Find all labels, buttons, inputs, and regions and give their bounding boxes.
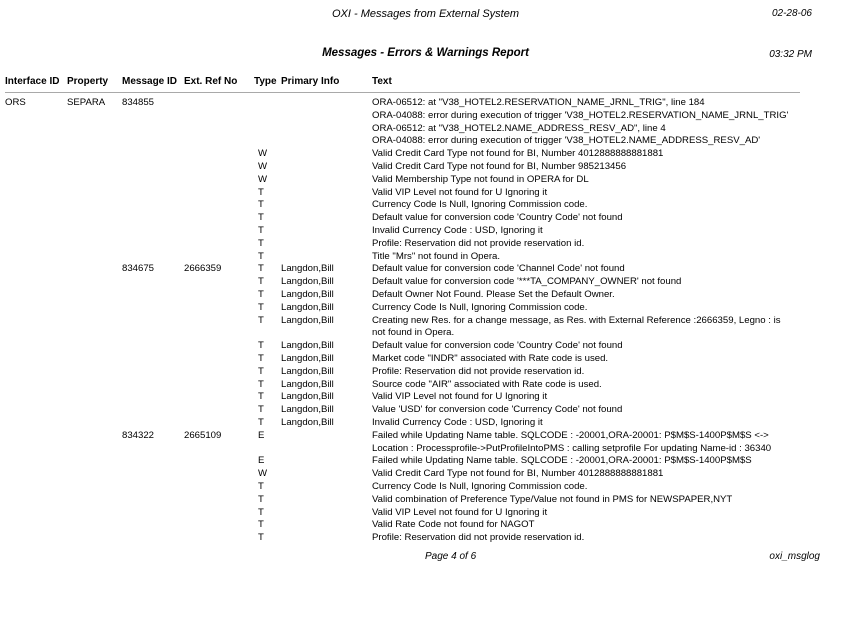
cell-text bbox=[372, 174, 800, 187]
text-line: Valid VIP Level not found for U Ignoring it bbox=[372, 506, 548, 518]
cell-type: T bbox=[258, 506, 264, 518]
table-row bbox=[5, 532, 800, 545]
table-row bbox=[5, 251, 800, 264]
report-title: OXI - Messages from External System bbox=[331, 8, 520, 20]
cell-text bbox=[372, 391, 800, 404]
table-row bbox=[5, 289, 800, 302]
cell-text bbox=[372, 430, 800, 456]
cell-type: T bbox=[258, 276, 264, 288]
cell-type: T bbox=[258, 519, 264, 531]
cell-text bbox=[372, 97, 800, 148]
cell-type: T bbox=[258, 340, 264, 352]
column-header-ext-ref-no: Ext. Ref No bbox=[184, 76, 238, 87]
report-date: 02-28-06 bbox=[771, 8, 812, 19]
table-row bbox=[5, 519, 800, 532]
column-header-primary-info: Primary Info bbox=[281, 76, 340, 87]
table-row bbox=[5, 276, 800, 289]
cell-text bbox=[372, 404, 800, 417]
table-row bbox=[5, 174, 800, 187]
table-column-headers bbox=[5, 76, 800, 93]
cell-type: T bbox=[258, 378, 264, 390]
text-line: Valid VIP Level not found for U Ignoring it bbox=[372, 391, 548, 403]
text-line: ORA-06512: at "V38_HOTEL2.RESERVATION_NAME_JRNL_TRIG", line 184 bbox=[372, 97, 705, 108]
cell-type: T bbox=[258, 404, 264, 416]
cell-primary-info: Langdon,Bill bbox=[281, 288, 334, 300]
cell-primary-info: Langdon,Bill bbox=[281, 378, 334, 390]
cell-type: W bbox=[258, 173, 268, 185]
cell-primary-info: Langdon,Bill bbox=[281, 404, 334, 416]
text-line: Valid Credit Card Type not found for BI, Number 985213456 bbox=[372, 160, 627, 172]
text-line: Invalid Currency Code : USD, Ignoring it bbox=[372, 416, 543, 428]
cell-primary-info: Langdon,Bill bbox=[281, 391, 334, 403]
text-line: Default Owner Not Found. Please Set the Default Owner. bbox=[372, 288, 615, 300]
cell-text bbox=[372, 276, 800, 289]
table-row bbox=[5, 507, 800, 520]
text-line: ORA-06512: at "V38_HOTEL2.NAME_ADDRESS_RESV_AD", line 4 bbox=[372, 122, 666, 134]
text-line: Failed while Updating Name table. SQLCODE : -20001,ORA-20001: P$M$S-1400P$M$S <-> bbox=[372, 429, 769, 441]
report-time: 03:32 PM bbox=[769, 49, 812, 60]
cell-text bbox=[372, 519, 800, 532]
cell-text bbox=[372, 263, 800, 276]
text-line: Currency Code Is Null, Ignoring Commission code. bbox=[372, 480, 588, 492]
cell-text bbox=[372, 417, 800, 430]
cell-text bbox=[372, 161, 800, 174]
cell-primary-info: Langdon,Bill bbox=[281, 365, 334, 377]
table-row bbox=[5, 161, 800, 174]
cell-type: T bbox=[258, 352, 264, 364]
cell-text bbox=[372, 289, 800, 302]
table-row bbox=[5, 391, 800, 404]
cell-ext-ref-no: 2665109 bbox=[184, 429, 222, 441]
cell-type: T bbox=[258, 416, 264, 428]
text-line: Valid combination of Preference Type/Value not found in PMS for NEWSPAPER,NYT bbox=[372, 493, 733, 505]
text-line: Source code "AIR" associated with Rate code is used. bbox=[372, 378, 602, 390]
text-line: Valid Membership Type not found in OPERA for DL bbox=[372, 173, 589, 185]
table-row bbox=[5, 212, 800, 225]
table-row bbox=[5, 302, 800, 315]
cell-text bbox=[372, 315, 800, 341]
cell-ext-ref-no: 2666359 bbox=[184, 263, 222, 275]
cell-type: T bbox=[258, 301, 264, 313]
cell-type: T bbox=[258, 288, 264, 300]
cell-type: E bbox=[258, 455, 265, 467]
cell-text bbox=[372, 212, 800, 225]
table-row bbox=[5, 263, 800, 276]
cell-type: E bbox=[258, 429, 265, 441]
column-header-property: Property bbox=[67, 76, 109, 87]
text-line: Default value for conversion code 'Country Code' not found bbox=[372, 340, 623, 352]
cell-type: T bbox=[258, 212, 264, 224]
cell-text bbox=[372, 340, 800, 353]
table-row bbox=[5, 315, 800, 341]
text-line: Profile: Reservation did not provide reservation id. bbox=[372, 237, 585, 249]
text-line: Default value for conversion code '***TA_COMPANY_OWNER' not found bbox=[372, 276, 682, 288]
cell-text bbox=[372, 494, 800, 507]
cell-type: T bbox=[258, 224, 264, 236]
cell-type: W bbox=[258, 148, 268, 160]
cell-text bbox=[372, 353, 800, 366]
text-line: Valid VIP Level not found for U Ignoring it bbox=[372, 186, 548, 198]
text-line: Market code "INDR" associated with Rate code is used. bbox=[372, 352, 609, 364]
cell-message-id: 834675 bbox=[122, 263, 155, 275]
text-line: ORA-04088: error during execution of trigger 'V38_HOTEL2.RESERVATION_NAME_JRNL_TRIG' bbox=[372, 109, 789, 121]
cell-text bbox=[372, 532, 800, 545]
column-header-text: Text bbox=[372, 76, 392, 87]
cell-type: T bbox=[258, 186, 264, 198]
table-row bbox=[5, 238, 800, 251]
cell-type: T bbox=[258, 493, 264, 505]
table-row bbox=[5, 379, 800, 392]
text-line: Currency Code Is Null, Ignoring Commission code. bbox=[372, 199, 588, 211]
table-row bbox=[5, 225, 800, 238]
column-header-type: Type bbox=[254, 76, 277, 87]
cell-primary-info: Langdon,Bill bbox=[281, 263, 334, 275]
text-line: Profile: Reservation did not provide reservation id. bbox=[372, 365, 585, 377]
cell-type: T bbox=[258, 263, 264, 275]
cell-text bbox=[372, 187, 800, 200]
column-header-interface-id: Interface ID bbox=[5, 76, 60, 87]
cell-type: T bbox=[258, 314, 264, 326]
text-line: Valid Credit Card Type not found for BI, Number 4012888888881881 bbox=[372, 148, 664, 160]
table-row bbox=[5, 455, 800, 468]
text-line: Profile: Reservation did not provide reservation id. bbox=[372, 532, 585, 544]
cell-text bbox=[372, 251, 800, 264]
table-row bbox=[5, 366, 800, 379]
report-doc-name: oxi_msglog bbox=[769, 551, 820, 562]
table-body bbox=[5, 97, 800, 545]
report-subtitle: Messages - Errors & Warnings Report bbox=[322, 47, 529, 59]
cell-primary-info: Langdon,Bill bbox=[281, 276, 334, 288]
text-line: Creating new Res. for a change message, as Res. with External Reference :2666359, Legno : is bbox=[372, 314, 781, 326]
text-line: Location : Processprofile->PutProfileIntoPMS : calling setprofile For updating Name-id : 36340 bbox=[372, 442, 772, 454]
cell-primary-info: Langdon,Bill bbox=[281, 340, 334, 352]
cell-message-id: 834855 bbox=[122, 97, 155, 108]
cell-type: W bbox=[258, 468, 268, 480]
cell-text bbox=[372, 366, 800, 379]
text-line: Valid Credit Card Type not found for BI, Number 4012888888881881 bbox=[372, 468, 664, 480]
page-number: Page 4 of 6 bbox=[425, 551, 477, 562]
cell-text bbox=[372, 455, 800, 468]
table-row bbox=[5, 417, 800, 430]
table-row bbox=[5, 468, 800, 481]
cell-text bbox=[372, 199, 800, 212]
cell-type: T bbox=[258, 250, 264, 262]
cell-interface-id: ORS bbox=[5, 97, 26, 108]
table-row bbox=[5, 494, 800, 507]
table-row bbox=[5, 430, 800, 456]
cell-primary-info: Langdon,Bill bbox=[281, 301, 334, 313]
table-row bbox=[5, 340, 800, 353]
table-row bbox=[5, 148, 800, 161]
text-line: Invalid Currency Code : USD, Ignoring it bbox=[372, 224, 543, 236]
cell-type: T bbox=[258, 532, 264, 544]
text-line: Title "Mrs" not found in Opera. bbox=[372, 250, 501, 262]
cell-text bbox=[372, 148, 800, 161]
text-line: Valid Rate Code not found for NAGOT bbox=[372, 519, 535, 531]
table-row bbox=[5, 404, 800, 417]
cell-primary-info: Langdon,Bill bbox=[281, 314, 334, 326]
cell-type: T bbox=[258, 199, 264, 211]
cell-type: T bbox=[258, 391, 264, 403]
text-line: not found in Opera. bbox=[372, 327, 455, 339]
text-line: Default value for conversion code 'Channel Code' not found bbox=[372, 263, 625, 275]
cell-text bbox=[372, 507, 800, 520]
text-line: Default value for conversion code 'Country Code' not found bbox=[372, 212, 623, 224]
cell-primary-info: Langdon,Bill bbox=[281, 352, 334, 364]
text-line: Failed while Updating Name table. SQLCODE : -20001,ORA-20001: P$M$S-1400P$M$S bbox=[372, 455, 752, 467]
table-row bbox=[5, 187, 800, 200]
cell-text bbox=[372, 238, 800, 251]
text-line: Value 'USD' for conversion code 'Currency Code' not found bbox=[372, 404, 623, 416]
cell-type: T bbox=[258, 237, 264, 249]
cell-text bbox=[372, 379, 800, 392]
text-line: ORA-04088: error during execution of trigger 'V38_HOTEL2.NAME_ADDRESS_RESV_AD' bbox=[372, 135, 761, 147]
cell-text bbox=[372, 302, 800, 315]
table-row bbox=[5, 353, 800, 366]
column-header-message-id: Message ID bbox=[122, 76, 178, 87]
table-row bbox=[5, 199, 800, 212]
cell-type: T bbox=[258, 365, 264, 377]
table-row bbox=[5, 481, 800, 494]
cell-primary-info: Langdon,Bill bbox=[281, 416, 334, 428]
cell-text bbox=[372, 481, 800, 494]
cell-property: SEPARA bbox=[67, 97, 106, 108]
cell-text bbox=[372, 468, 800, 481]
cell-type: W bbox=[258, 160, 268, 172]
table-row bbox=[5, 97, 800, 148]
cell-message-id: 834322 bbox=[122, 429, 155, 441]
cell-text bbox=[372, 225, 800, 238]
cell-type: T bbox=[258, 480, 264, 492]
text-line: Currency Code Is Null, Ignoring Commission code. bbox=[372, 301, 588, 313]
